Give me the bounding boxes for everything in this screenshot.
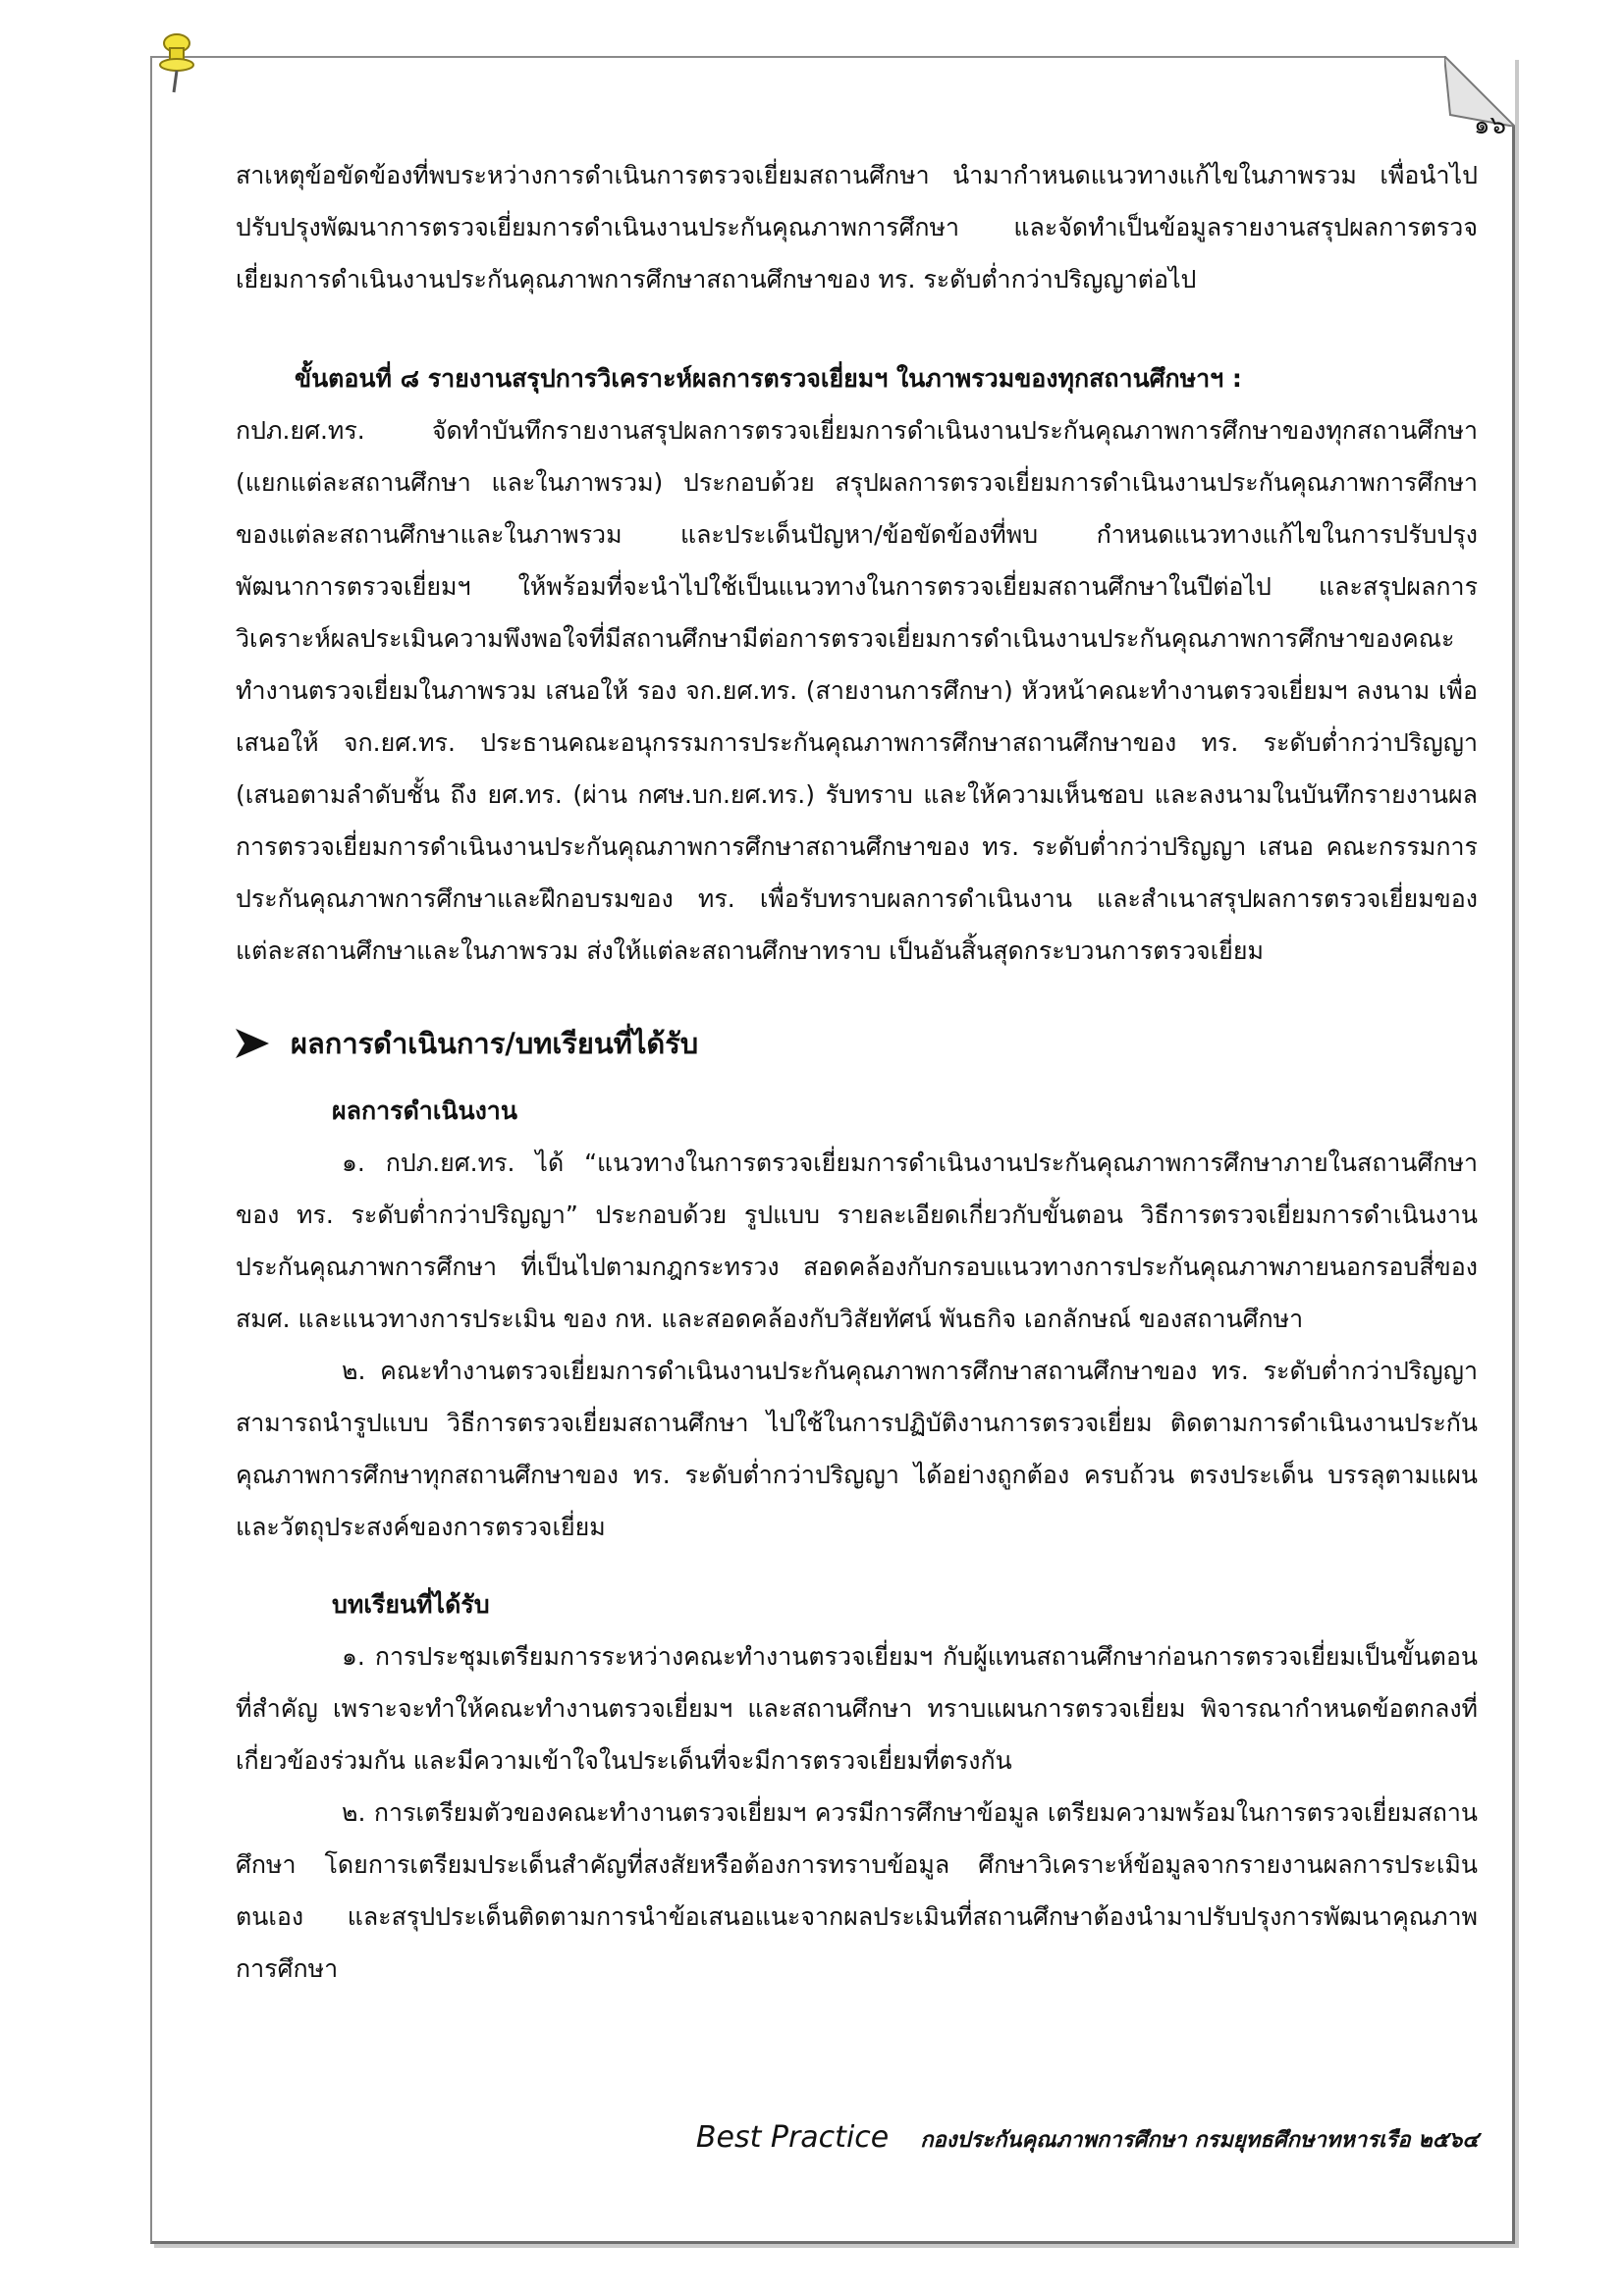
lessons-item-1: ๑. การประชุมเตรียมการระหว่างคณะทำงานตรวจเยี่ยมฯ กับผู้แทนสถานศึกษาก่อนการตรวจเยี่ยมเป็นขั้นตอนที่สำคัญ เพราะจะทำให้คณะทำงานตรวจเยี่ยมฯ และสถานศึกษา ทราบแผนการตรวจเยี่ยม พิจารณากำหนดข้อตกลงที่เกี่ยวข้องร่วมกัน และมีความเข้าใจในประเด็นที่จะมีการตรวจเยี่ยมที่ตรงกัน bbox=[236, 1642, 1478, 1775]
step8-heading: ขั้นตอนที่ ๘ รายงานสรุปการวิเคราะห์ผลการตรวจเยี่ยมฯ ในภาพรวมของทุกสถานศึกษาฯ : bbox=[295, 364, 1242, 393]
results-item-2: ๒. คณะทำงานตรวจเยี่ยมการดำเนินงานประกันคุณภาพการศึกษาสถานศึกษาของ ทร. ระดับต่ำกว่าปริญญา สามารถนำรูปแบบ วิธีการตรวจเยี่ยมสถานศึกษา ไปใช้ในการปฏิบัติงานการตรวจเยี่ยม ติดตามการดำเนินงานประกันคุณภาพการศึกษาทุกสถานศึกษาของ ทร. ระดับต่ำกว่าปริญญา ได้อย่างถูกต้อง ครบถ้วน ตรงประเด็น บรรลุตามแผนและวัตถุประสงค์ของการตรวจเยี่ยม bbox=[236, 1357, 1478, 1541]
step8-paragraph: กปภ.ยศ.ทร. จัดทำบันทึกรายงานสรุปผลการตรวจเยี่ยมการดำเนินงานประกันคุณภาพการศึกษาของทุกสถานศึกษา (แยกแต่ละสถานศึกษา และในภาพรวม) ประกอบด้วย สรุปผลการตรวจเยี่ยมการดำเนินงานประกันคุณภาพการศึกษาของแต่ละสถานศึกษาและในภาพรวม และประเด็นปัญหา/ข้อขัดข้องที่พบ กำหนดแนวทางแก้ไขในการปรับปรุงพัฒนาการตรวจเยี่ยมฯ ให้พร้อมที่จะนำไปใช้เป็นแนวทางในการตรวจเยี่ยมสถานศึกษาในปีต่อไป และสรุปผลการวิเคราะห์ผลประเมินความพึงพอใจที่มีสถานศึกษามีต่อการตรวจเยี่ยมการดำเนินงานประกันคุณภาพการศึกษาของคณะทำงานตรวจเยี่ยมในภาพรวม เสนอให้ รอง จก.ยศ.ทร. (สายงานการศึกษา) หัวหน้าคณะทำงานตรวจเยี่ยมฯ ลงนาม เพื่อเสนอให้ จก.ยศ.ทร. ประธานคณะอนุกรรมการประกันคุณภาพการศึกษาสถานศึกษาของ ทร. ระดับต่ำกว่าปริญญา (เสนอตามลำดับชั้น ถึง ยศ.ทร. (ผ่าน กศษ.บก.ยศ.ทร.) รับทราบ และให้ความเห็นชอบ และลงนามในบันทึกรายงานผลการตรวจเยี่ยมการดำเนินงานประกันคุณภาพการศึกษาสถานศึกษาของ ทร. ระดับต่ำกว่าปริญญา เสนอ คณะกรรมการประกันคุณภาพการศึกษาและฝึกอบรมของ ทร. เพื่อรับทราบผลการดำเนินงาน และสำเนาสรุปผลการตรวจเยี่ยมของแต่ละสถานศึกษาและในภาพรวม ส่งให้แต่ละสถานศึกษาทราบ เป็นอันสิ้นสุดกระบวนการตรวจเยี่ยม bbox=[236, 416, 1478, 965]
results-item-1: ๑. กปภ.ยศ.ทร. ได้ “แนวทางในการตรวจเยี่ยมการดำเนินงานประกันคุณภาพการศึกษาภายในสถานศึกษาของ ทร. ระดับต่ำกว่าปริญญา” ประกอบด้วย รูปแบบ รายละเอียดเกี่ยวกับขั้นตอน วิธีการตรวจเยี่ยมการดำเนินงานประกันคุณภาพการศึกษา ที่เป็นไปตามกฎกระทรวง สอดคล้องกับกรอบแนวทางการประกันคุณภาพภายนอกรอบสี่ของ สมศ. และแนวทางการประเมิน ของ กห. และสอดคล้องกับวิสัยทัศน์ พันธกิจ เอกลักษณ์ ของสถานศึกษา bbox=[236, 1148, 1478, 1333]
page-footer bbox=[696, 2120, 1479, 2157]
section-heading bbox=[236, 1016, 1478, 1071]
results-heading: ผลการดำเนินงาน bbox=[332, 1096, 517, 1125]
pushpin-icon bbox=[155, 31, 198, 94]
section-heading-text: ผลการดำเนินการ/บทเรียนที่ได้รับ bbox=[291, 1027, 699, 1060]
page-number: ๑๖ bbox=[1473, 111, 1506, 140]
footer-organization: กองประกันคุณภาพการศึกษา กรมยุทธศึกษาทหารเรือ ๒๕๖๔ bbox=[920, 2128, 1479, 2153]
arrowhead-bullet-icon bbox=[236, 1029, 269, 1058]
intro-paragraph: สาเหตุข้อขัดข้องที่พบระหว่างการดำเนินการตรวจเยี่ยมสถานศึกษา นำมากำหนดแนวทางแก้ไขในภาพรวม เพื่อนำไปปรับปรุงพัฒนาการตรวจเยี่ยมการดำเนินงานประกันคุณภาพการศึกษา และจัดทำเป็นข้อมูลรายงานสรุปผลการตรวจเยี่ยมการดำเนินงานประกันคุณภาพการศึกษาสถานศึกษาของ ทร. ระดับต่ำกว่าปริญญาต่อไป bbox=[236, 161, 1478, 294]
lessons-item-2: ๒. การเตรียมตัวของคณะทำงานตรวจเยี่ยมฯ ควรมีการศึกษาข้อมูล เตรียมความพร้อมในการตรวจเยี่ยมสถานศึกษา โดยการเตรียมประเด็นสำคัญที่สงสัยหรือต้องการทราบข้อมูล ศึกษาวิเคราะห์ข้อมูลจากรายงานผลการประเมินตนเอง และสรุปประเด็นติดตามการนำข้อเสนอแนะจากผลประเมินที่สถานศึกษาต้องนำมาปรับปรุงการพัฒนาคุณภาพการศึกษา bbox=[236, 1798, 1478, 1983]
document-body bbox=[236, 149, 1478, 1995]
lessons-heading: บทเรียนที่ได้รับ bbox=[332, 1590, 490, 1619]
footer-label: Best Practice bbox=[695, 2120, 890, 2155]
